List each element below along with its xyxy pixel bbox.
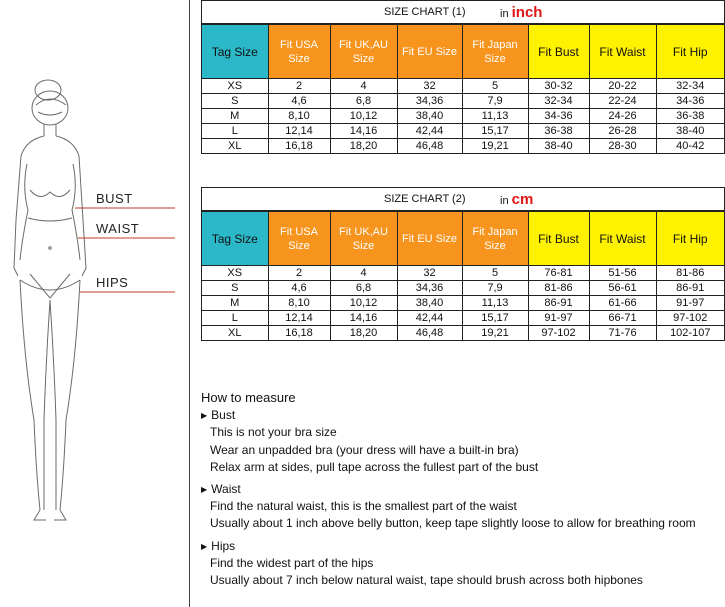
table-cell: XL — [202, 326, 268, 341]
table-cell: 81-86 — [528, 281, 589, 296]
table-cell: 16,18 — [268, 139, 330, 154]
table-cell: 20-22 — [589, 79, 656, 94]
instruction-line: Find the natural waist, this is the smallest part of the waist — [210, 499, 517, 514]
size-chart-cm-title: SIZE CHART (2) in cm — [202, 188, 724, 211]
table-row — [202, 79, 724, 94]
table-cell: 86-91 — [528, 296, 589, 311]
table-cell: 6,8 — [330, 281, 397, 296]
instruction-line: This is not your bra size — [210, 425, 337, 440]
table-cell: 14,16 — [330, 311, 397, 326]
bust-label: BUST — [96, 191, 133, 206]
table-cell: 14,16 — [330, 124, 397, 139]
table-cell: 32-34 — [528, 94, 589, 109]
column-header: Fit Bust — [528, 212, 589, 266]
table-header-row — [202, 212, 724, 266]
table-row — [202, 311, 724, 326]
table-cell: 4 — [330, 266, 397, 281]
table-cell: 15,17 — [462, 124, 528, 139]
table-cell: 38-40 — [528, 139, 589, 154]
size-chart-inch-title: SIZE CHART (1) in inch — [202, 1, 724, 24]
table-cell: 7,9 — [462, 281, 528, 296]
bullet-triangle-icon: ▶ — [201, 411, 208, 421]
table-cell: 76-81 — [528, 266, 589, 281]
table-cell: 56-61 — [589, 281, 656, 296]
hips-label: HIPS — [96, 275, 129, 290]
table-cell: 36-38 — [656, 109, 724, 124]
table-cell: 91-97 — [656, 296, 724, 311]
table-cell: 32-34 — [656, 79, 724, 94]
table-cell: 38-40 — [656, 124, 724, 139]
table-cell: 12,14 — [268, 124, 330, 139]
body-figure — [0, 60, 189, 540]
column-header: Fit Hip — [656, 212, 724, 266]
column-header: Fit USA Size — [268, 25, 330, 79]
table-cell: 4,6 — [268, 281, 330, 296]
column-header: Fit Japan Size — [462, 25, 528, 79]
column-header: Tag Size — [202, 25, 268, 79]
table-cell: 42,44 — [397, 311, 462, 326]
table-cell: 40-42 — [656, 139, 724, 154]
vertical-divider — [189, 0, 190, 607]
section-title: ▶ Waist — [201, 482, 241, 497]
table-cell: 16,18 — [268, 326, 330, 341]
column-header: Fit Bust — [528, 25, 589, 79]
bullet-triangle-icon: ▶ — [201, 485, 208, 495]
waist-label: WAIST — [96, 221, 140, 236]
table-cell: 34-36 — [528, 109, 589, 124]
table-cell: 7,9 — [462, 94, 528, 109]
table-cell: 11,13 — [462, 296, 528, 311]
column-header: Fit EU Size — [397, 25, 462, 79]
table-cell: M — [202, 296, 268, 311]
table-cell: 97-102 — [656, 311, 724, 326]
table-row — [202, 94, 724, 109]
table-cell: 30-32 — [528, 79, 589, 94]
section-title: ▶ Bust — [201, 408, 236, 423]
table-header-row — [202, 25, 724, 79]
table-cell: 18,20 — [330, 139, 397, 154]
how-to-measure — [201, 389, 696, 589]
size-table-cm — [202, 211, 724, 340]
instruction-line: Wear an unpadded bra (your dress will have a built-in bra) — [210, 442, 519, 457]
size-table-inch — [202, 24, 724, 153]
table-cell: 51-56 — [589, 266, 656, 281]
table-cell: 34,36 — [397, 94, 462, 109]
table-cell: L — [202, 124, 268, 139]
size-chart-cm — [201, 187, 725, 341]
table-cell: XL — [202, 139, 268, 154]
table-cell: 19,21 — [462, 139, 528, 154]
instruction-line: Usually about 7 inch below natural waist, tape should brush across both hipbones — [210, 573, 643, 588]
table-cell: 34,36 — [397, 281, 462, 296]
table-row — [202, 296, 724, 311]
instruction-line: Find the widest part of the hips — [210, 555, 374, 570]
table-cell: 97-102 — [528, 326, 589, 341]
table-row — [202, 266, 724, 281]
table-cell: L — [202, 311, 268, 326]
table-cell: 61-66 — [589, 296, 656, 311]
table-cell: 42,44 — [397, 124, 462, 139]
table-cell: 5 — [462, 79, 528, 94]
table-cell: 12,14 — [268, 311, 330, 326]
unit-cm: cm — [511, 191, 534, 208]
table-cell: 10,12 — [330, 296, 397, 311]
table-cell: 34-36 — [656, 94, 724, 109]
table-cell: 24-26 — [589, 109, 656, 124]
table-cell: 2 — [268, 79, 330, 94]
table-cell: 46,48 — [397, 326, 462, 341]
table-cell: 71-76 — [589, 326, 656, 341]
table-cell: 2 — [268, 266, 330, 281]
table-row — [202, 139, 724, 154]
column-header: Fit USA Size — [268, 212, 330, 266]
table-row — [202, 124, 724, 139]
table-cell: 32 — [397, 79, 462, 94]
table-cell: XS — [202, 266, 268, 281]
instruction-line: Usually about 1 inch above belly button, keep tape slightly loose to allow for breathing room — [210, 516, 696, 531]
table-cell: 86-91 — [656, 281, 724, 296]
table-cell: 102-107 — [656, 326, 724, 341]
table-cell: 8,10 — [268, 296, 330, 311]
table-row — [202, 281, 724, 296]
unit-inch: inch — [511, 4, 543, 21]
table-cell: 81-86 — [656, 266, 724, 281]
column-header: Fit Hip — [656, 25, 724, 79]
how-to-measure-heading: How to measure — [201, 390, 296, 405]
bullet-triangle-icon: ▶ — [201, 541, 208, 551]
table-cell: S — [202, 281, 268, 296]
table-cell: 38,40 — [397, 109, 462, 124]
woman-silhouette-illustration — [0, 60, 189, 540]
table-cell: 26-28 — [589, 124, 656, 139]
table-cell: S — [202, 94, 268, 109]
table-cell: 8,10 — [268, 109, 330, 124]
table-cell: 11,13 — [462, 109, 528, 124]
table-cell: 18,20 — [330, 326, 397, 341]
column-header: Fit EU Size — [397, 212, 462, 266]
table-row — [202, 109, 724, 124]
column-header: Fit Japan Size — [462, 212, 528, 266]
table-cell: M — [202, 109, 268, 124]
instruction-line: Relax arm at sides, pull tape across the fullest part of the bust — [210, 459, 539, 474]
column-header: Fit UK,AU Size — [330, 25, 397, 79]
table-cell: 5 — [462, 266, 528, 281]
table-cell: 46,48 — [397, 139, 462, 154]
column-header: Tag Size — [202, 212, 268, 266]
table-cell: 15,17 — [462, 311, 528, 326]
table-cell: 6,8 — [330, 94, 397, 109]
column-header: Fit Waist — [589, 25, 656, 79]
table-cell: 38,40 — [397, 296, 462, 311]
size-chart-inch — [201, 0, 725, 154]
table-cell: 91-97 — [528, 311, 589, 326]
table-cell: 4,6 — [268, 94, 330, 109]
column-header: Fit UK,AU Size — [330, 212, 397, 266]
section-title: ▶ Hips — [201, 538, 236, 553]
table-cell: 66-71 — [589, 311, 656, 326]
table-cell: 32 — [397, 266, 462, 281]
table-cell: XS — [202, 79, 268, 94]
table-cell: 36-38 — [528, 124, 589, 139]
table-cell: 4 — [330, 79, 397, 94]
table-row — [202, 326, 724, 341]
table-cell: 19,21 — [462, 326, 528, 341]
table-cell: 10,12 — [330, 109, 397, 124]
column-header: Fit Waist — [589, 212, 656, 266]
table-cell: 22-24 — [589, 94, 656, 109]
table-cell: 28-30 — [589, 139, 656, 154]
